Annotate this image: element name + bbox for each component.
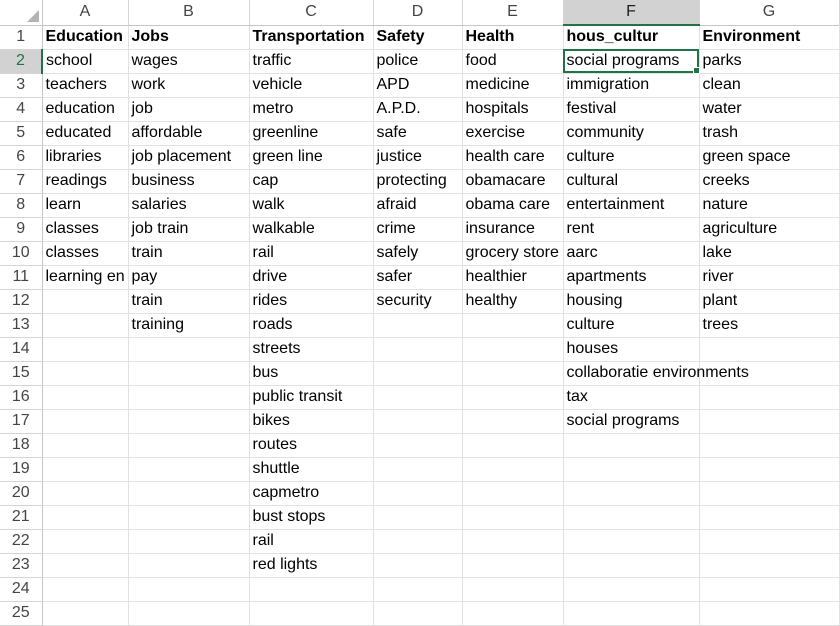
cell-g9[interactable]: agriculture xyxy=(699,217,839,241)
cell-b19[interactable] xyxy=(128,457,249,481)
cell-g2[interactable]: parks xyxy=(699,49,839,73)
sheet-row xyxy=(0,481,839,505)
cell-e7[interactable]: obamacare xyxy=(462,169,563,193)
cell-d21[interactable] xyxy=(373,505,462,529)
cell-f18[interactable] xyxy=(563,433,699,457)
cell-d22[interactable] xyxy=(373,529,462,553)
cell-c17[interactable]: bikes xyxy=(249,409,373,433)
cell-e18[interactable] xyxy=(462,433,563,457)
cell-a20[interactable] xyxy=(42,481,128,505)
cell-f15[interactable]: collaboratie environments xyxy=(563,361,699,385)
cell-a17[interactable] xyxy=(42,409,128,433)
cell-e3[interactable]: medicine xyxy=(462,73,563,97)
cell-a5[interactable]: educated xyxy=(42,121,128,145)
cell-f5[interactable]: community xyxy=(563,121,699,145)
row-header-10[interactable]: 10 xyxy=(0,241,42,265)
sheet-row xyxy=(0,505,839,529)
cell-c6[interactable]: green line xyxy=(249,145,373,169)
cell-b22[interactable] xyxy=(128,529,249,553)
column-header-c[interactable]: C xyxy=(249,0,373,25)
row-header-1[interactable]: 1 xyxy=(0,25,42,49)
cell-b18[interactable] xyxy=(128,433,249,457)
cell-e19[interactable] xyxy=(462,457,563,481)
cell-a6[interactable]: libraries xyxy=(42,145,128,169)
cell-b12[interactable]: train xyxy=(128,289,249,313)
cell-g24[interactable] xyxy=(699,577,839,601)
cell-d4[interactable]: A.P.D. xyxy=(373,97,462,121)
cell-c25[interactable] xyxy=(249,601,373,625)
cell-b15[interactable] xyxy=(128,361,249,385)
column-header-row xyxy=(0,0,839,25)
cell-b5[interactable]: affordable xyxy=(128,121,249,145)
cell-e13[interactable] xyxy=(462,313,563,337)
cell-c18[interactable]: routes xyxy=(249,433,373,457)
cell-f10[interactable]: aarc xyxy=(563,241,699,265)
cell-c14[interactable]: streets xyxy=(249,337,373,361)
cell-d13[interactable] xyxy=(373,313,462,337)
cell-c2[interactable]: traffic xyxy=(249,49,373,73)
cell-d14[interactable] xyxy=(373,337,462,361)
sheet-row xyxy=(0,313,839,337)
cell-a13[interactable] xyxy=(42,313,128,337)
cell-c4[interactable]: metro xyxy=(249,97,373,121)
sheet-row xyxy=(0,73,839,97)
cell-a18[interactable] xyxy=(42,433,128,457)
cell-a10[interactable]: classes xyxy=(42,241,128,265)
cell-e1[interactable]: Health xyxy=(462,25,563,49)
cell-e21[interactable] xyxy=(462,505,563,529)
cell-a24[interactable] xyxy=(42,577,128,601)
row-header-7[interactable]: 7 xyxy=(0,169,42,193)
cell-g23[interactable] xyxy=(699,553,839,577)
row-header-11[interactable]: 11 xyxy=(0,265,42,289)
row-header-19[interactable]: 19 xyxy=(0,457,42,481)
cell-f21[interactable] xyxy=(563,505,699,529)
row-header-23[interactable]: 23 xyxy=(0,553,42,577)
cell-f3[interactable]: immigration xyxy=(563,73,699,97)
fill-handle[interactable] xyxy=(693,67,700,74)
row-header-16[interactable]: 16 xyxy=(0,385,42,409)
cell-b4[interactable]: job xyxy=(128,97,249,121)
sheet-row xyxy=(0,385,839,409)
row-header-9[interactable]: 9 xyxy=(0,217,42,241)
select-all-triangle-icon xyxy=(27,10,39,22)
column-header-d[interactable]: D xyxy=(373,0,462,25)
cell-f7[interactable]: cultural xyxy=(563,169,699,193)
cell-g4[interactable]: water xyxy=(699,97,839,121)
cell-d9[interactable]: crime xyxy=(373,217,462,241)
cell-d16[interactable] xyxy=(373,385,462,409)
cell-c22[interactable]: rail xyxy=(249,529,373,553)
cell-f19[interactable] xyxy=(563,457,699,481)
cell-c13[interactable]: roads xyxy=(249,313,373,337)
cell-c20[interactable]: capmetro xyxy=(249,481,373,505)
cell-g25[interactable] xyxy=(699,601,839,625)
cell-c12[interactable]: rides xyxy=(249,289,373,313)
cell-e10[interactable]: grocery store xyxy=(462,241,563,265)
cell-a19[interactable] xyxy=(42,457,128,481)
cell-g22[interactable] xyxy=(699,529,839,553)
cell-f23[interactable] xyxy=(563,553,699,577)
cell-b17[interactable] xyxy=(128,409,249,433)
column-header-e[interactable]: E xyxy=(462,0,563,25)
cell-c5[interactable]: greenline xyxy=(249,121,373,145)
cell-g13[interactable]: trees xyxy=(699,313,839,337)
cell-a12[interactable] xyxy=(42,289,128,313)
row-header-14[interactable]: 14 xyxy=(0,337,42,361)
cell-e20[interactable] xyxy=(462,481,563,505)
sheet-row xyxy=(0,409,839,433)
cell-d12[interactable]: security xyxy=(373,289,462,313)
cell-c11[interactable]: drive xyxy=(249,265,373,289)
row-header-5[interactable]: 5 xyxy=(0,121,42,145)
sheet-row xyxy=(0,193,839,217)
sheet-row xyxy=(0,289,839,313)
cell-b2[interactable]: wages xyxy=(128,49,249,73)
cell-d7[interactable]: protecting xyxy=(373,169,462,193)
cell-a3[interactable]: teachers xyxy=(42,73,128,97)
cell-g17[interactable] xyxy=(699,409,839,433)
row-header-18[interactable]: 18 xyxy=(0,433,42,457)
sheet-row xyxy=(0,169,839,193)
cell-e22[interactable] xyxy=(462,529,563,553)
cell-f4[interactable]: festival xyxy=(563,97,699,121)
cell-g5[interactable]: trash xyxy=(699,121,839,145)
sheet-row xyxy=(0,361,839,385)
cell-a22[interactable] xyxy=(42,529,128,553)
cell-b3[interactable]: work xyxy=(128,73,249,97)
column-header-g[interactable]: G xyxy=(699,0,839,25)
cell-d17[interactable] xyxy=(373,409,462,433)
cell-e17[interactable] xyxy=(462,409,563,433)
sheet-row xyxy=(0,49,839,73)
cell-e6[interactable]: health care xyxy=(462,145,563,169)
cell-a14[interactable] xyxy=(42,337,128,361)
cell-g19[interactable] xyxy=(699,457,839,481)
cell-g11[interactable]: river xyxy=(699,265,839,289)
cell-d19[interactable] xyxy=(373,457,462,481)
cell-f6[interactable]: culture xyxy=(563,145,699,169)
row-header-2[interactable]: 2 xyxy=(0,49,42,73)
cell-d1[interactable]: Safety xyxy=(373,25,462,49)
cell-d20[interactable] xyxy=(373,481,462,505)
cell-a2[interactable]: school xyxy=(42,49,128,73)
cell-c1[interactable]: Transportation xyxy=(249,25,373,49)
cell-c16[interactable]: public transit xyxy=(249,385,373,409)
cell-e25[interactable] xyxy=(462,601,563,625)
cell-f17[interactable]: social programs xyxy=(563,409,699,433)
cell-g16[interactable] xyxy=(699,385,839,409)
cell-f12[interactable]: housing xyxy=(563,289,699,313)
cell-b16[interactable] xyxy=(128,385,249,409)
cell-e9[interactable]: insurance xyxy=(462,217,563,241)
cell-a25[interactable] xyxy=(42,601,128,625)
cell-g12[interactable]: plant xyxy=(699,289,839,313)
cell-f9[interactable]: rent xyxy=(563,217,699,241)
cell-e12[interactable]: healthy xyxy=(462,289,563,313)
row-header-24[interactable]: 24 xyxy=(0,577,42,601)
cell-b13[interactable]: training xyxy=(128,313,249,337)
cell-c8[interactable]: walk xyxy=(249,193,373,217)
cell-f2[interactable] xyxy=(563,49,699,73)
cell-b8[interactable]: salaries xyxy=(128,193,249,217)
cell-g21[interactable] xyxy=(699,505,839,529)
row-header-13[interactable]: 13 xyxy=(0,313,42,337)
cell-e16[interactable] xyxy=(462,385,563,409)
cell-d25[interactable] xyxy=(373,601,462,625)
cell-b23[interactable] xyxy=(128,553,249,577)
row-header-3[interactable]: 3 xyxy=(0,73,42,97)
cell-f13[interactable]: culture xyxy=(563,313,699,337)
cell-f20[interactable] xyxy=(563,481,699,505)
cell-e11[interactable]: healthier xyxy=(462,265,563,289)
cell-d5[interactable]: safe xyxy=(373,121,462,145)
cell-b6[interactable]: job placement xyxy=(128,145,249,169)
cell-c15[interactable]: bus xyxy=(249,361,373,385)
row-header-4[interactable]: 4 xyxy=(0,97,42,121)
cell-a4[interactable]: education xyxy=(42,97,128,121)
cell-e2[interactable]: food xyxy=(462,49,563,73)
cell-e4[interactable]: hospitals xyxy=(462,97,563,121)
row-header-15[interactable]: 15 xyxy=(0,361,42,385)
column-header-a[interactable]: A xyxy=(42,0,128,25)
cell-g8[interactable]: nature xyxy=(699,193,839,217)
cell-a11[interactable]: learning en xyxy=(42,265,128,289)
cell-a7[interactable]: readings xyxy=(42,169,128,193)
cell-b25[interactable] xyxy=(128,601,249,625)
cell-a23[interactable] xyxy=(42,553,128,577)
cell-b20[interactable] xyxy=(128,481,249,505)
cell-d10[interactable]: safely xyxy=(373,241,462,265)
cell-c3[interactable]: vehicle xyxy=(249,73,373,97)
cell-e15[interactable] xyxy=(462,361,563,385)
sheet-row xyxy=(0,25,839,49)
cell-g7[interactable]: creeks xyxy=(699,169,839,193)
select-all-button[interactable] xyxy=(0,0,42,25)
sheet-row xyxy=(0,457,839,481)
cell-a8[interactable]: learn xyxy=(42,193,128,217)
cell-f14[interactable]: houses xyxy=(563,337,699,361)
cell-g3[interactable]: clean xyxy=(699,73,839,97)
row-header-12[interactable]: 12 xyxy=(0,289,42,313)
cell-d6[interactable]: justice xyxy=(373,145,462,169)
cell-c10[interactable]: rail xyxy=(249,241,373,265)
cell-d2[interactable]: police xyxy=(373,49,462,73)
column-header-b[interactable]: B xyxy=(128,0,249,25)
sheet-row xyxy=(0,529,839,553)
cell-b24[interactable] xyxy=(128,577,249,601)
cell-g14[interactable] xyxy=(699,337,839,361)
sheet-row xyxy=(0,553,839,577)
cell-a1[interactable]: Education xyxy=(42,25,128,49)
cell-c9[interactable]: walkable xyxy=(249,217,373,241)
cell-c7[interactable]: cap xyxy=(249,169,373,193)
row-header-25[interactable]: 25 xyxy=(0,601,42,625)
cell-a21[interactable] xyxy=(42,505,128,529)
active-cell-text: social programs xyxy=(566,52,680,69)
cell-b1[interactable]: Jobs xyxy=(128,25,249,49)
sheet-row xyxy=(0,241,839,265)
sheet-row xyxy=(0,145,839,169)
row-header-6[interactable]: 6 xyxy=(0,145,42,169)
cell-e8[interactable]: obama care xyxy=(462,193,563,217)
cell-f25[interactable] xyxy=(563,601,699,625)
cell-c23[interactable]: red lights xyxy=(249,553,373,577)
cell-e5[interactable]: exercise xyxy=(462,121,563,145)
cell-g10[interactable]: lake xyxy=(699,241,839,265)
cell-d15[interactable] xyxy=(373,361,462,385)
cell-b21[interactable] xyxy=(128,505,249,529)
sheet-row xyxy=(0,577,839,601)
cell-b14[interactable] xyxy=(128,337,249,361)
cell-d18[interactable] xyxy=(373,433,462,457)
cell-c19[interactable]: shuttle xyxy=(249,457,373,481)
cell-f16[interactable]: tax xyxy=(563,385,699,409)
cell-f8[interactable]: entertainment xyxy=(563,193,699,217)
row-header-22[interactable]: 22 xyxy=(0,529,42,553)
cell-f24[interactable] xyxy=(563,577,699,601)
cell-a16[interactable] xyxy=(42,385,128,409)
cell-e24[interactable] xyxy=(462,577,563,601)
cell-f22[interactable] xyxy=(563,529,699,553)
cell-b9[interactable]: job train xyxy=(128,217,249,241)
cell-e23[interactable] xyxy=(462,553,563,577)
cell-d11[interactable]: safer xyxy=(373,265,462,289)
cell-f11[interactable]: apartments xyxy=(563,265,699,289)
cell-f1[interactable]: hous_cultur xyxy=(563,25,699,49)
cell-d3[interactable]: APD xyxy=(373,73,462,97)
sheet-row xyxy=(0,265,839,289)
cell-d8[interactable]: afraid xyxy=(373,193,462,217)
sheet-row xyxy=(0,121,839,145)
row-header-17[interactable]: 17 xyxy=(0,409,42,433)
row-header-20[interactable]: 20 xyxy=(0,481,42,505)
cell-g20[interactable] xyxy=(699,481,839,505)
cell-b10[interactable]: train xyxy=(128,241,249,265)
sheet-row xyxy=(0,601,839,625)
cell-g1[interactable]: Environment xyxy=(699,25,839,49)
cell-e14[interactable] xyxy=(462,337,563,361)
cell-a9[interactable]: classes xyxy=(42,217,128,241)
cell-b11[interactable]: pay xyxy=(128,265,249,289)
cell-d23[interactable] xyxy=(373,553,462,577)
row-header-21[interactable]: 21 xyxy=(0,505,42,529)
row-header-8[interactable]: 8 xyxy=(0,193,42,217)
cell-g6[interactable]: green space xyxy=(699,145,839,169)
cell-c21[interactable]: bust stops xyxy=(249,505,373,529)
sheet-row xyxy=(0,217,839,241)
cell-c24[interactable] xyxy=(249,577,373,601)
cell-d24[interactable] xyxy=(373,577,462,601)
column-header-f[interactable]: F xyxy=(563,0,699,25)
sheet-row xyxy=(0,433,839,457)
sheet-row xyxy=(0,337,839,361)
cell-g18[interactable] xyxy=(699,433,839,457)
cell-b7[interactable]: business xyxy=(128,169,249,193)
cell-a15[interactable] xyxy=(42,361,128,385)
sheet-row xyxy=(0,97,839,121)
